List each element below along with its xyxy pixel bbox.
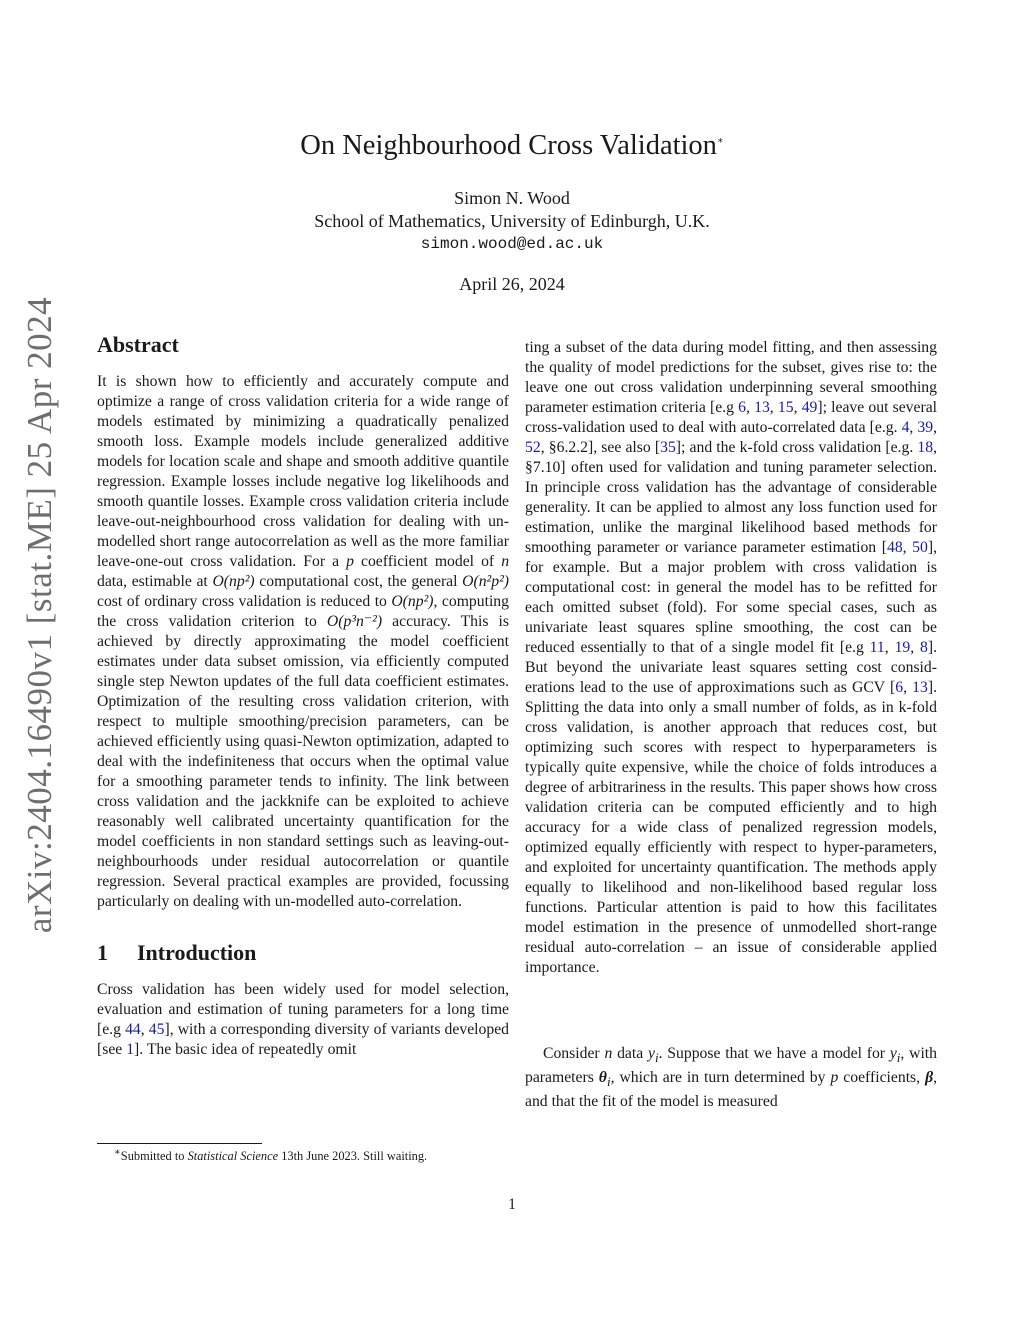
left-column bbox=[97, 330, 509, 1060]
citation-link[interactable]: 19 bbox=[894, 639, 911, 656]
citation-link[interactable]: 11 bbox=[869, 639, 885, 656]
abstract-body: It is shown how to efficiently and accurately compute and optimize a range of cross validation criteria for a wide range of models estimated by minimizing a quadratically penalized smooth loss. Example models include generalized additive models for location scale and shape and smooth additive quantile regression. Example losses include negative log likelihoods and smooth quantile losses. Example cross validation criteria include leave-out-neighbourhood cross validation for dealing with un-modelled short range autocorrelation as well as the more familiar leave-one-out cross validation. For a p coefficient model of n data, estimable at O(np²) computational cost, the general O(n²p²) cost of ordinary cross validation is reduced to O(np²), computing the cross validation criterion to O(p³n⁻²) accuracy. This is achieved by directly approximating the model coefficient estimates under data subset omission, via efficiently computed single step Newton updates of the full data coefficient estimates. Optimization of the resulting cross validation criterion, with respect to multiple smoothing/precision parameters, can be achieved efficiently using quasi-Newton optimization, adapted to deal with the indefiniteness that occurs when the optimal value for a smoothing parameter tends to infinity. The link between cross validation and the jackknife can be exploited to achieve reasonably well calibrated uncertainty quantification for the model coefficients in non standard settings such as leaving-out-neighbourhoods under residual autocorrelation or quantile regression. Several practical examples are provided, focussing particularly on dealing with un-modelled auto-correlation. bbox=[97, 373, 510, 910]
title-footnote-mark: ∗ bbox=[716, 135, 724, 147]
citation-link[interactable]: 49 bbox=[801, 399, 818, 416]
abstract-heading: Abstract bbox=[97, 332, 179, 357]
citation-link[interactable]: 44 bbox=[125, 1021, 141, 1038]
introduction-heading: 1 Introduction bbox=[97, 938, 509, 968]
citation-link[interactable]: 39 bbox=[917, 419, 934, 436]
citation-link[interactable]: 50 bbox=[912, 539, 928, 556]
citation-link[interactable]: 6 bbox=[895, 679, 904, 696]
author-affiliation: School of Mathematics, University of Edinburgh, U.K. bbox=[314, 211, 710, 231]
citation-link[interactable]: 13 bbox=[754, 399, 770, 416]
arxiv-identifier-text: arXiv:2404.16490v1 [stat.ME] 25 Apr 2024 bbox=[20, 296, 60, 934]
citation-link[interactable]: 4 bbox=[901, 419, 910, 436]
citation-link[interactable]: 1 bbox=[126, 1041, 135, 1058]
footnote-divider bbox=[97, 1143, 262, 1144]
arxiv-identifier-stamp bbox=[18, 296, 62, 934]
citation-link[interactable]: 6 bbox=[738, 399, 746, 416]
citation-link[interactable]: 48 bbox=[886, 539, 903, 556]
footnote: ∗Submitted to Statistical Science 13th June 2023. Still waiting. bbox=[114, 1146, 428, 1163]
introduction-paragraph-1-start: Cross validation has been widely used for model selection, evaluation and estimation of tuning parameters for a long time [e.g 44, 45], with a corresponding diversity of variants developed [see 1]. The basic idea of repeatedly omit bbox=[97, 981, 510, 1058]
citation-link[interactable]: 15 bbox=[777, 399, 794, 416]
citation-link[interactable]: 13 bbox=[912, 679, 928, 696]
citation-link[interactable]: 8 bbox=[920, 639, 928, 656]
introduction-paragraph-1-continued: ting a subset of the data during model fitting, and then assessing the quality of model predictions for the subset, gives rise to: the leave one out cross validation underpinning several smoothing parameter estimation criteria [e.g 6, 13, 15, 49]; leave out several cross-validation used to deal with auto-correlated data [e.g. 4, 39, 52, §6.2.2], see also [35]; and the k-fold cross validation [e.g. 18, §7.10] often used for validation and tuning parameter selection. In principle cross validation has the advantage of considerable generality. It can be applied to almost any loss function used for estimation, unlike the marginal likelihood based methods for smoothing parameter or variance parameter estimation [48, 50], for example. But a major problem with cross validation is computational cost: in general the model has to be refitted for each omitted subset (fold). For some special cases, such as univariate least squares spline smoothing, the cost can be reduced essentially to that of a single model fit [e.g 11, 19, 8]. But beyond the univariate least squares setting cost considerations lead to the use of approximations such as GCV [6, 13]. Splitting the data into only a small number of folds, as in k-fold cross validation, is another approach that reduces cost, but optimizing such scores with respect to hyperparameters is typically quite expensive, while the choice of folds introduces a degree of arbitrariness in the results. This paper shows how cross validation criteria can be computed efficiently and to high accuracy for a wide class of penalized regression models, optimized equally efficiently with respect to hyper-parameters, and exploited for uncertainty quantification. The methods apply equally to likelihood and non-likelihood based regular loss functions. Particular attention is paid to how this facilitates model estimation in the presence of unmodelled short-range residual auto-correlation – an issue of considerable applied importance. bbox=[525, 339, 938, 976]
author-email: simon.wood@ed.ac.uk bbox=[420, 235, 604, 253]
paper-date: April 26, 2024 bbox=[459, 274, 565, 294]
section-number: 1 bbox=[97, 940, 108, 965]
citation-link[interactable]: 45 bbox=[148, 1021, 165, 1038]
citation-link[interactable]: 18 bbox=[917, 439, 934, 456]
introduction-paragraph-2: Consider n data $y_i$. Suppose that we have a model for $y_i$, with parameters $\theta_i$, which are in turn determined by p coefficients, β, and that the fit of the model is measured bbox=[525, 1045, 938, 1111]
citation-link[interactable]: 35 bbox=[660, 439, 676, 456]
page-number: 1 bbox=[508, 1196, 516, 1213]
author-name: Simon N. Wood bbox=[454, 188, 570, 208]
paper-title: On Neighbourhood Cross Validation∗ bbox=[300, 130, 724, 161]
right-column bbox=[525, 338, 937, 1112]
text-continues-right-column: ]. The basic idea of repeatedly omit bbox=[134, 1041, 357, 1058]
citation-link[interactable]: 52 bbox=[525, 439, 541, 456]
